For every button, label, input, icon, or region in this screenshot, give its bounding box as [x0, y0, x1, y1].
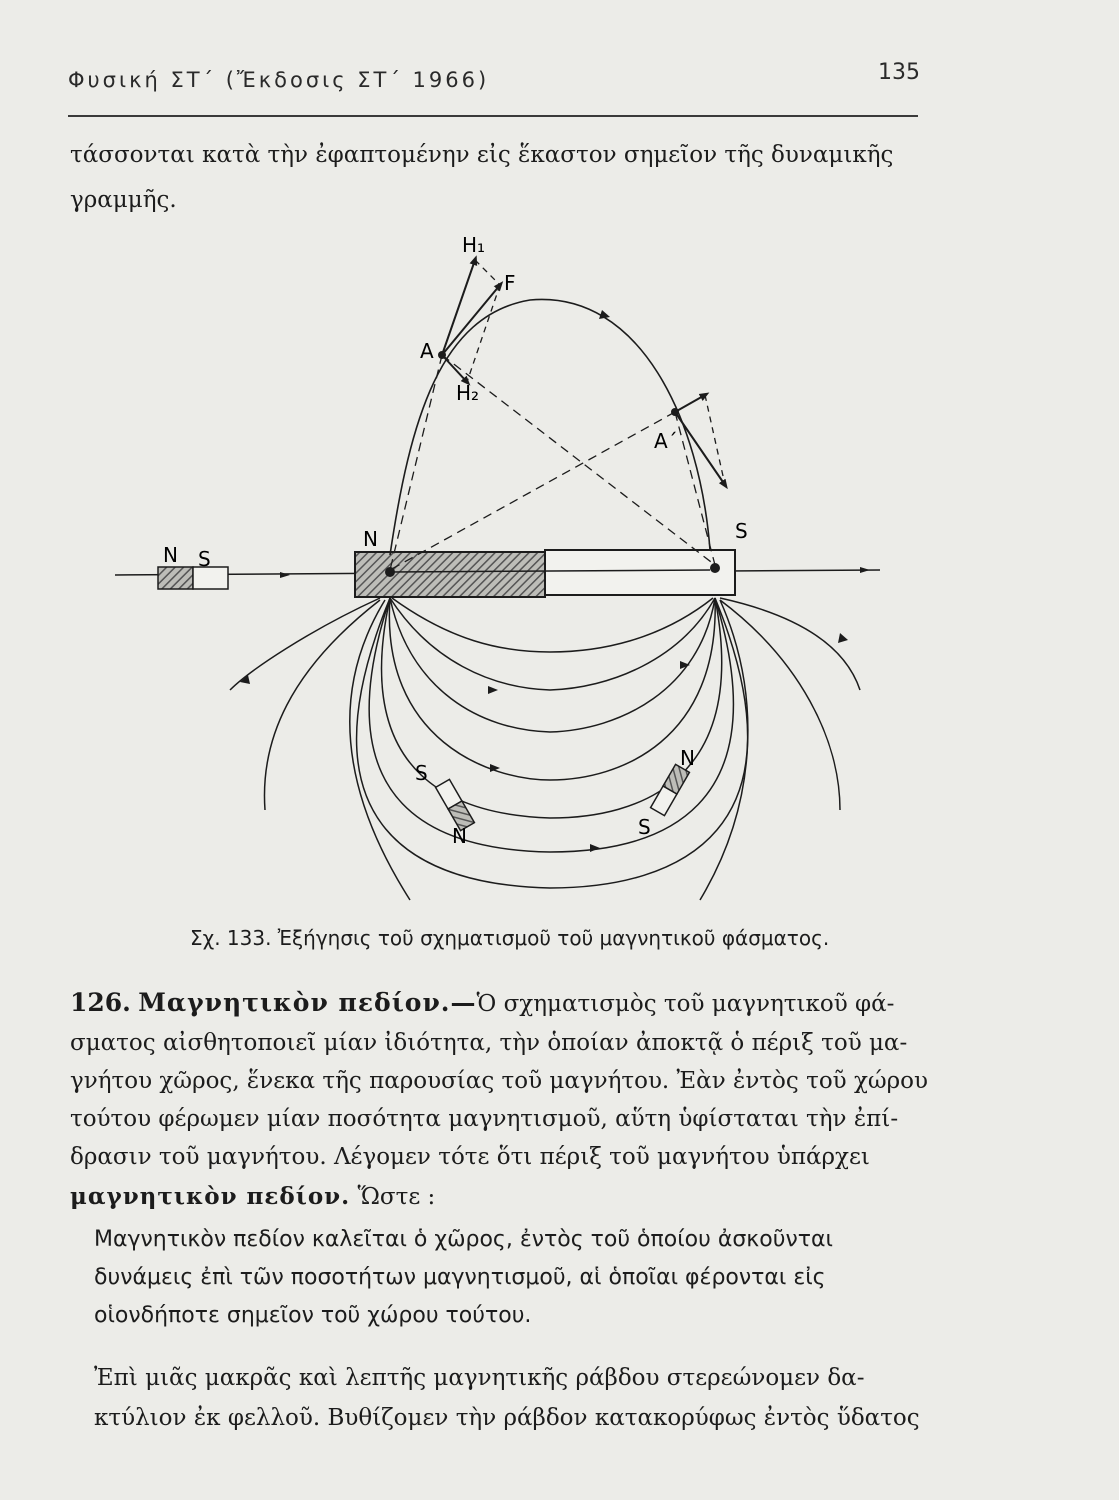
header-rule	[68, 115, 918, 117]
intro-line: γραμμῆς.	[70, 187, 177, 213]
magnet-south-half	[545, 550, 735, 595]
field-line-lower	[390, 598, 715, 732]
field-line-outer	[720, 600, 840, 810]
section-line: σματος αἰσθητοποιεῖ μίαν ἰδιότητα, τὴν ὁποίαν ἀποκτᾷ ὁ πέριξ τοῦ μα-	[70, 1030, 908, 1056]
label-lower-right-n: N	[680, 746, 695, 770]
section-line: γνήτου χῶρος, ἕνεκα τῆς παρουσίας τοῦ μαγνήτου. Ἐὰν ἐντὸς τοῦ χώρου	[70, 1068, 928, 1094]
dashed-line	[467, 285, 500, 382]
section-line: τούτου φέρωμεν μίαν ποσότητα μαγνητισμοῦ, αὕτη ὑφίσταται τὴν ἐπί-	[70, 1106, 899, 1132]
section-line: δρασιν τοῦ μαγνήτου. Λέγομεν τότε ὅτι πέριξ τοῦ μαγνήτου ὑπάρχει	[70, 1144, 870, 1170]
field-arrow	[838, 633, 848, 643]
section-first-line: Ὁ σχηματισμὸς τοῦ μαγνητικοῦ φά-	[476, 991, 895, 1017]
field-line-lower	[357, 598, 748, 888]
page-number: 135	[878, 60, 920, 85]
axis-arrow	[280, 572, 290, 578]
magnet-north-half	[355, 552, 545, 597]
label-a-prime: A΄	[654, 429, 678, 453]
after-term: Ὥστε :	[350, 1184, 436, 1210]
dashed-line	[442, 355, 715, 565]
page-header	[68, 60, 920, 108]
label-lower-left-s: S	[415, 761, 428, 785]
figure-caption: Σχ. 133. Ἐξήγησις τοῦ σχηματισμοῦ τοῦ μαγνητικοῦ φάσματος.	[190, 926, 830, 950]
field-line-outer	[264, 600, 380, 810]
field-arrow	[488, 686, 498, 694]
point-a	[438, 351, 446, 359]
field-arrow	[599, 310, 610, 319]
dashed-line	[390, 412, 675, 570]
label-magnet-n: N	[363, 527, 378, 551]
intro-line: τάσσονται κατὰ τὴν ἐφαπτομένην εἰς ἕκαστον σημεῖον τῆς δυναμικῆς	[70, 142, 894, 168]
force-vector-h2	[442, 355, 467, 382]
point-a-prime	[671, 408, 679, 416]
label-f: F	[504, 271, 516, 295]
label-h1: H₁	[462, 233, 486, 257]
dashed-line	[390, 355, 442, 570]
label-small-s: S	[198, 547, 211, 571]
definition-line: δυνάμεις ἐπὶ τῶν ποσοτήτων μαγνητισμοῦ, αἱ ὁποῖαι φέρονται εἰς	[94, 1265, 826, 1290]
field-line-upper	[390, 299, 710, 555]
force-vector	[675, 395, 705, 412]
label-a: A	[420, 339, 434, 363]
label-h2: H₂	[456, 381, 480, 405]
label-small-n: N	[163, 543, 178, 567]
compass-needle-left	[436, 779, 475, 830]
dashed-line	[475, 260, 500, 285]
label-lower-left-n: N	[452, 824, 467, 848]
field-arrow	[590, 844, 600, 852]
small-magnet-north	[158, 567, 193, 589]
running-title: Φυσική ΣΤ΄ (Ἔκδοσις ΣΤ΄ 1966)	[68, 68, 490, 92]
section-title: Μαγνητικὸν πεδίον.—	[138, 988, 477, 1017]
magnetic-field-figure	[80, 220, 920, 920]
closing-line: κτύλιον ἐκ φελλοῦ. Βυθίζομεν τὴν ράβδον κατακορύφως ἐντὸς ὕδατος	[94, 1405, 920, 1431]
label-magnet-s: S	[735, 519, 748, 543]
field-line-outer	[700, 600, 748, 900]
bold-term: μαγνητικὸν πεδίον.	[70, 1183, 351, 1210]
compass-needle-right	[651, 764, 690, 815]
section-line	[70, 1182, 930, 1212]
definition-line: οἱονδήποτε σημεῖον τοῦ χώρου τούτου.	[94, 1303, 532, 1328]
field-line-lower	[392, 598, 713, 652]
section-heading-line	[70, 988, 930, 1019]
force-vector-h1	[442, 260, 475, 355]
force-vector	[675, 412, 725, 485]
definition-line: Μαγνητικὸν πεδίον καλεῖται ὁ χῶρος, ἐντὸς τοῦ ὁποίου ἀσκοῦνται	[94, 1227, 833, 1252]
label-lower-right-s: S	[638, 815, 651, 839]
closing-line: Ἐπὶ μιᾶς μακρᾶς καὶ λεπτῆς μαγνητικῆς ράβδου στερεώνομεν δα-	[94, 1365, 865, 1391]
section-number: 126.	[70, 988, 131, 1017]
force-vector-f	[442, 285, 500, 355]
field-line-lower	[390, 598, 715, 690]
axis-arrow	[860, 567, 870, 573]
